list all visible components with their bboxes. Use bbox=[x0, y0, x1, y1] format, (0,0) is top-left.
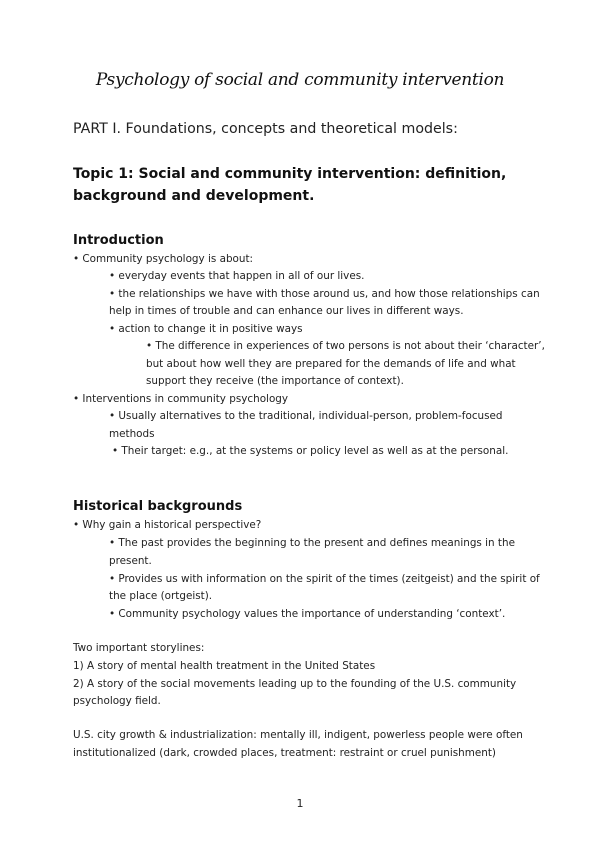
intro-sub-bullet-continuation: but about how well they are prepared for the demands of life and what bbox=[146, 358, 516, 370]
intro-bullet: • Usually alternatives to the traditional, individual-person, problem-focused bbox=[109, 410, 503, 422]
page-number: 1 bbox=[296, 797, 304, 810]
intro-bullet: • everyday events that happen in all of our lives. bbox=[109, 270, 365, 282]
intro-sub-bullet-continuation: support they receive (the importance of context). bbox=[146, 375, 404, 387]
historical-heading: Historical backgrounds bbox=[73, 499, 243, 514]
storylines-intro: Two important storylines: bbox=[73, 642, 205, 654]
document-title: Psychology of social and community intervention bbox=[95, 70, 505, 90]
intro-bullet: • the relationships we have with those around us, and how those relationships can bbox=[109, 288, 540, 300]
introduction-heading: Introduction bbox=[73, 233, 164, 248]
historical-bullet: • Community psychology values the importance of understanding ‘context’. bbox=[109, 608, 506, 620]
historical-bullet: • Why gain a historical perspective? bbox=[73, 519, 262, 531]
historical-bullet: • Provides us with information on the spirit of the times (zeitgeist) and the spirit of bbox=[109, 573, 540, 585]
storyline-item-continuation: psychology field. bbox=[73, 695, 161, 707]
historical-bullet-continuation: present. bbox=[109, 555, 152, 567]
historical-bullet: • The past provides the beginning to the present and defines meanings in the bbox=[109, 537, 515, 549]
storyline-item: 2) A story of the social movements leading up to the founding of the U.S. community bbox=[73, 678, 517, 690]
closing-paragraph-line: institutionalized (dark, crowded places, treatment: restraint or cruel punishment) bbox=[73, 747, 496, 759]
intro-bullet-continuation: methods bbox=[109, 428, 155, 440]
intro-sub-bullet: • The difference in experiences of two persons is not about their ‘character’, bbox=[146, 340, 545, 352]
intro-bullet: • Interventions in community psychology bbox=[73, 393, 289, 405]
closing-paragraph-line: U.S. city growth & industrialization: mentally ill, indigent, powerless people were often bbox=[73, 729, 523, 741]
intro-bullet: • Their target: e.g., at the systems or policy level as well as at the personal. bbox=[112, 445, 509, 457]
storyline-item: 1) A story of mental health treatment in the United States bbox=[73, 660, 376, 672]
historical-bullet-continuation: the place (ortgeist). bbox=[109, 590, 213, 602]
intro-bullet: • Community psychology is about: bbox=[73, 253, 254, 265]
part-heading: PART I. Foundations, concepts and theoretical models: bbox=[73, 121, 458, 137]
intro-bullet: • action to change it in positive ways bbox=[109, 323, 303, 335]
intro-bullet-continuation: help in times of trouble and can enhance our lives in different ways. bbox=[109, 305, 464, 317]
topic-heading: Topic 1: Social and community intervention: definition, background and development. bbox=[73, 166, 507, 204]
